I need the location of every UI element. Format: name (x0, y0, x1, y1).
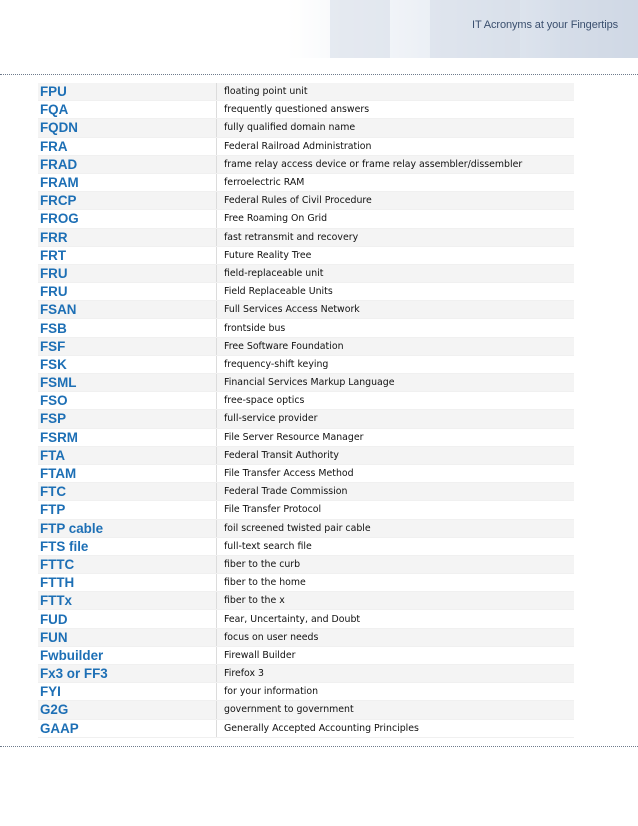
acronym-cell: GAAP (38, 719, 217, 737)
definition-cell: free-space optics (217, 392, 575, 410)
acronym-cell: FSF (38, 337, 217, 355)
definition-cell: Firefox 3 (217, 665, 575, 683)
acronym-cell: FSAN (38, 301, 217, 319)
acronym-cell: FQA (38, 101, 217, 119)
definition-cell: File Server Resource Manager (217, 428, 575, 446)
definition-cell: Federal Rules of Civil Procedure (217, 192, 575, 210)
acronym-cell: FTTx (38, 592, 217, 610)
table-row (38, 428, 574, 446)
definition-cell: Future Reality Tree (217, 246, 575, 264)
definition-cell: foil screened twisted pair cable (217, 519, 575, 537)
definition-cell: fiber to the curb (217, 555, 575, 573)
definition-cell: frontside bus (217, 319, 575, 337)
acronym-cell: FRAM (38, 173, 217, 191)
acronym-cell: FRR (38, 228, 217, 246)
table-row (38, 155, 574, 173)
acronym-cell: FSML (38, 374, 217, 392)
bottom-divider (0, 746, 638, 747)
table-row (38, 537, 574, 555)
table-row (38, 446, 574, 464)
table-row (38, 392, 574, 410)
acronym-cell: FTC (38, 483, 217, 501)
acronym-cell: FTTC (38, 555, 217, 573)
acronym-cell: FSO (38, 392, 217, 410)
table-row (38, 665, 574, 683)
acronym-cell: FSK (38, 355, 217, 373)
acronym-cell: FYI (38, 683, 217, 701)
table-row (38, 83, 574, 101)
table-row (38, 283, 574, 301)
definition-cell: ferroelectric RAM (217, 173, 575, 191)
table-row (38, 610, 574, 628)
table-row (38, 173, 574, 191)
acronym-cell: FRAD (38, 155, 217, 173)
definition-cell: for your information (217, 683, 575, 701)
table-row (38, 210, 574, 228)
table-row (38, 683, 574, 701)
definition-cell: field-replaceable unit (217, 264, 575, 282)
acronym-cell: FRU (38, 264, 217, 282)
acronym-cell: FRU (38, 283, 217, 301)
definition-cell: Generally Accepted Accounting Principles (217, 719, 575, 737)
acronym-cell: FSB (38, 319, 217, 337)
definition-cell: frequency-shift keying (217, 355, 575, 373)
definition-cell: Firewall Builder (217, 646, 575, 664)
table-row (38, 719, 574, 737)
acronym-cell: FTA (38, 446, 217, 464)
definition-cell: Federal Trade Commission (217, 483, 575, 501)
definition-cell: focus on user needs (217, 628, 575, 646)
acronym-cell: FTTH (38, 574, 217, 592)
acronym-cell: FRA (38, 137, 217, 155)
acronym-cell: FPU (38, 83, 217, 101)
table-row (38, 483, 574, 501)
header-title: IT Acronyms at your Fingertips (472, 19, 618, 31)
table-row (38, 246, 574, 264)
definition-cell: Full Services Access Network (217, 301, 575, 319)
acronym-table-container (38, 83, 574, 738)
definition-cell: fast retransmit and recovery (217, 228, 575, 246)
definition-cell: frequently questioned answers (217, 101, 575, 119)
table-row (38, 137, 574, 155)
acronym-cell: FRCP (38, 192, 217, 210)
definition-cell: fully qualified domain name (217, 119, 575, 137)
table-row (38, 374, 574, 392)
header-decor-block (330, 0, 390, 58)
acronym-cell: FROG (38, 210, 217, 228)
table-row (38, 228, 574, 246)
acronym-cell: FTAM (38, 464, 217, 482)
acronym-cell: FTS file (38, 537, 217, 555)
table-row (38, 592, 574, 610)
table-row (38, 574, 574, 592)
page-header-band (0, 0, 638, 58)
acronym-cell: FSRM (38, 428, 217, 446)
definition-cell: full-text search file (217, 537, 575, 555)
table-row (38, 410, 574, 428)
table-row (38, 355, 574, 373)
table-row (38, 646, 574, 664)
definition-cell: full-service provider (217, 410, 575, 428)
definition-cell: fiber to the home (217, 574, 575, 592)
top-divider (0, 74, 638, 75)
acronym-cell: FRT (38, 246, 217, 264)
acronym-table (38, 83, 574, 738)
definition-cell: Field Replaceable Units (217, 283, 575, 301)
definition-cell: Free Software Foundation (217, 337, 575, 355)
table-row (38, 628, 574, 646)
acronym-cell: FTP (38, 501, 217, 519)
definition-cell: floating point unit (217, 83, 575, 101)
definition-cell: fiber to the x (217, 592, 575, 610)
definition-cell: Financial Services Markup Language (217, 374, 575, 392)
table-row (38, 337, 574, 355)
table-row (38, 464, 574, 482)
acronym-cell: FUN (38, 628, 217, 646)
acronym-cell: FQDN (38, 119, 217, 137)
definition-cell: government to government (217, 701, 575, 719)
table-row (38, 555, 574, 573)
definition-cell: Fear, Uncertainty, and Doubt (217, 610, 575, 628)
acronym-cell: Fx3 or FF3 (38, 665, 217, 683)
acronym-cell: FUD (38, 610, 217, 628)
table-row (38, 192, 574, 210)
definition-cell: frame relay access device or frame relay assembler/dissembler (217, 155, 575, 173)
definition-cell: Free Roaming On Grid (217, 210, 575, 228)
acronym-cell: G2G (38, 701, 217, 719)
acronym-cell: Fwbuilder (38, 646, 217, 664)
table-row (38, 301, 574, 319)
table-row (38, 101, 574, 119)
table-row (38, 119, 574, 137)
definition-cell: Federal Railroad Administration (217, 137, 575, 155)
definition-cell: Federal Transit Authority (217, 446, 575, 464)
table-row (38, 519, 574, 537)
acronym-cell: FSP (38, 410, 217, 428)
definition-cell: File Transfer Access Method (217, 464, 575, 482)
table-row (38, 501, 574, 519)
definition-cell: File Transfer Protocol (217, 501, 575, 519)
table-row (38, 319, 574, 337)
acronym-cell: FTP cable (38, 519, 217, 537)
table-row (38, 264, 574, 282)
table-row (38, 701, 574, 719)
